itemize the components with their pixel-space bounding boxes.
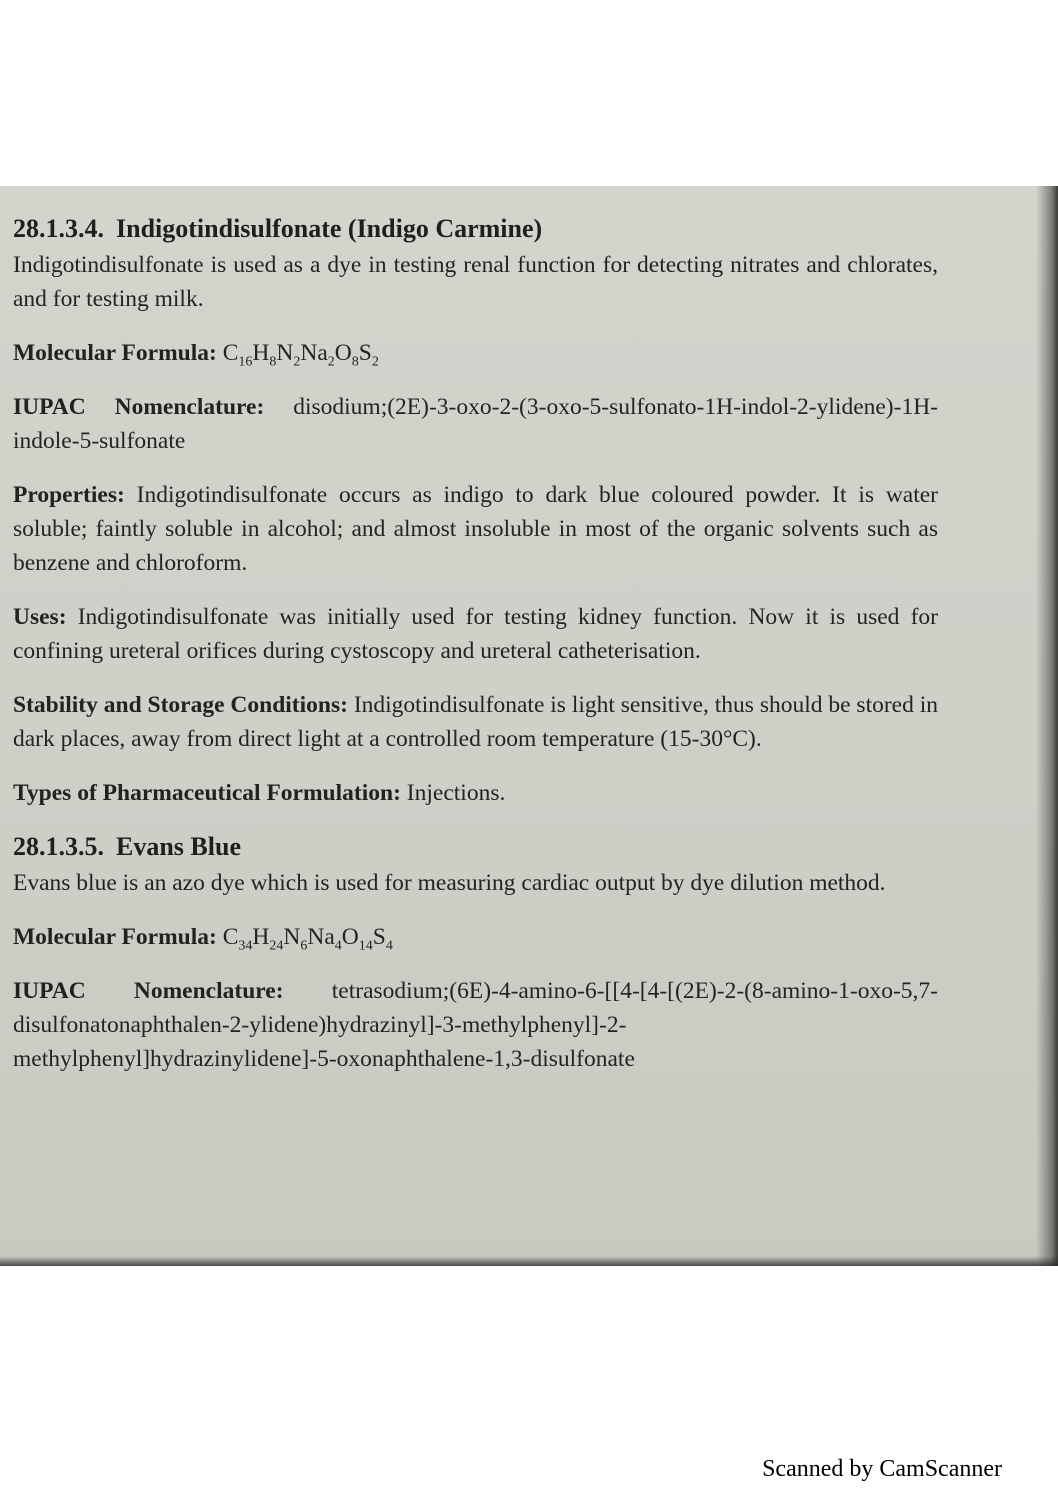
properties-label: Properties: — [13, 482, 125, 508]
formulation-row — [13, 776, 938, 810]
iupac-label: IUPAC Nomenclature: — [13, 978, 284, 1004]
formulation-text: Injections. — [406, 780, 506, 806]
section-heading-evans-blue — [13, 830, 938, 864]
molecular-formula — [222, 340, 379, 370]
formula-subscript: 2 — [293, 354, 301, 370]
formula-element: Na — [300, 340, 328, 366]
formula-subscript: 8 — [351, 354, 359, 370]
formula-element: C — [222, 924, 239, 950]
iupac-label: IUPAC Nomenclature: — [13, 394, 265, 420]
section-number: 28.1.3.5. — [13, 832, 104, 861]
stability-label: Stability and Storage Conditions: — [13, 692, 348, 718]
formula-subscript: 24 — [269, 938, 284, 954]
properties-text: Indigotindisulfonate occurs as indigo to dark blue coloured powder. It is water soluble; faintly soluble in alcohol; and almost insoluble in most of the organic solvents such as benzene and chloroform. — [13, 482, 939, 576]
formula-element: H — [252, 340, 270, 366]
molecular-formula-label: Molecular Formula: — [13, 924, 217, 950]
formula-subscript: 4 — [334, 938, 342, 954]
molecular-formula-label: Molecular Formula: — [13, 340, 217, 366]
page-edge-shadow — [1036, 186, 1058, 1266]
iupac-row — [13, 974, 938, 1076]
properties-row — [13, 478, 938, 580]
page-bottom-shadow — [0, 1256, 1058, 1266]
uses-text: Indigotindisulfonate was initially used for testing kidney function. Now it is used for confining ureteral orifices during cystoscopy and ureteral catheterisation. — [13, 604, 938, 664]
section-heading-indigo-carmine — [13, 212, 938, 246]
formula-subscript: 8 — [269, 354, 277, 370]
formula-subscript: 2 — [327, 354, 335, 370]
section-title: Indigotindisulfonate (Indigo Carmine) — [116, 214, 543, 243]
iupac-text: tetrasodium;(6E)-4-amino-6-[[4-[4-[(2E)-2-(8-amino-1-oxo-5,7-disulfonatonaphthalen-2-ylidene)hydrazinyl]-3-methylphenyl]-2-methylphenyl]hydrazinylidene]-5-oxonaphthalene-1,3-disulfonate — [13, 978, 938, 1072]
stability-row — [13, 688, 938, 756]
formula-subscript: 2 — [371, 354, 379, 370]
formula-element: H — [252, 924, 270, 950]
formula-element: Na — [307, 924, 335, 950]
section-intro: Evans blue is an azo dye which is used for measuring cardiac output by dye dilution method. — [13, 870, 886, 896]
formula-element: C — [222, 340, 239, 366]
formula-element: S — [372, 924, 386, 950]
formula-element: O — [334, 340, 352, 366]
formula-element: N — [283, 924, 301, 950]
section-intro: Indigotindisulfonate is used as a dye in testing renal function for detecting nitrates and chlorates, and for testing milk. — [13, 252, 938, 312]
stability-text: Indigotindisulfonate is light sensitive, thus should be stored in dark places, away from direct light at a controlled room temperature (15-30°C). — [13, 692, 939, 752]
section-title: Evans Blue — [116, 832, 241, 861]
iupac-row — [13, 390, 938, 458]
molecular-formula-row — [13, 920, 938, 954]
formula-subscript: 16 — [238, 354, 253, 370]
formulation-label: Types of Pharmaceutical Formulation: — [13, 780, 401, 806]
formula-subscript: 14 — [358, 938, 373, 954]
formula-subscript: 6 — [300, 938, 308, 954]
formula-subscript: 34 — [238, 938, 253, 954]
uses-label: Uses: — [13, 604, 67, 630]
section-number: 28.1.3.4. — [13, 214, 104, 243]
formula-element: O — [341, 924, 359, 950]
molecular-formula — [222, 924, 393, 954]
scanned-page-photo — [0, 186, 1058, 1266]
molecular-formula-row — [13, 336, 938, 370]
uses-row — [13, 600, 938, 668]
page-content — [13, 212, 938, 1096]
formula-subscript: 4 — [385, 938, 393, 954]
camscanner-watermark: Scanned by CamScanner — [762, 1456, 1002, 1482]
iupac-text: disodium;(2E)-3-oxo-2-(3-oxo-5-sulfonato-1H-indol-2-ylidene)-1H-indole-5-sulfonate — [13, 394, 938, 454]
formula-element: N — [276, 340, 294, 366]
formula-element: S — [358, 340, 372, 366]
